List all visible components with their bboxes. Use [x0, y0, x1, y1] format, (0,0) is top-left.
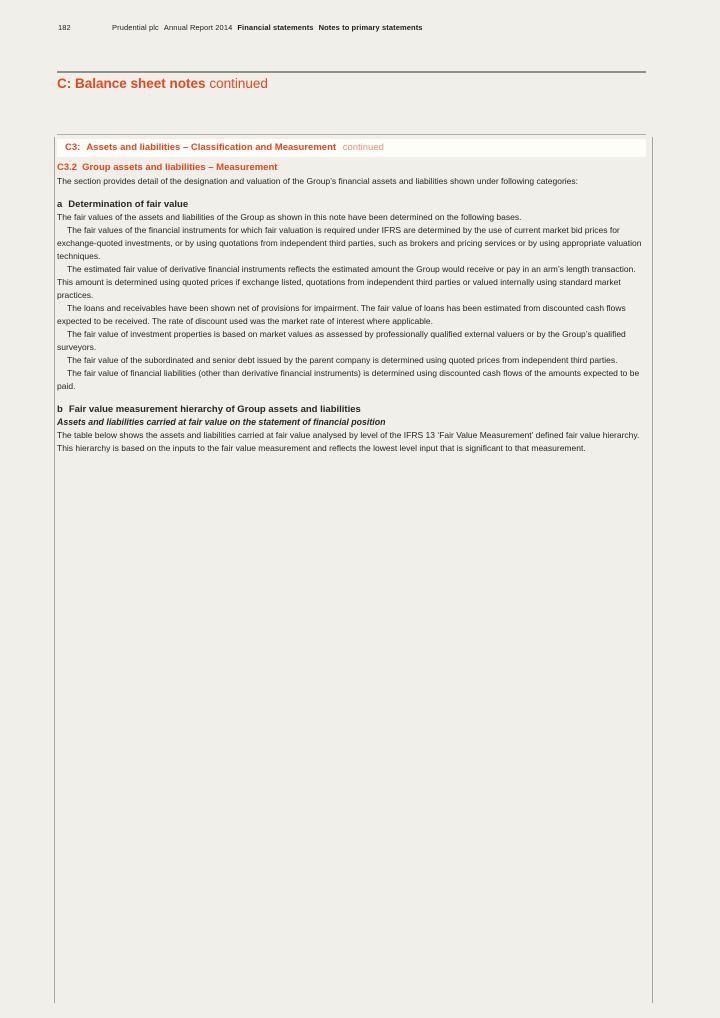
paragraph: The loans and receivables have been shown net of provisions for impairment. The fair value of loans has been estimated from discounted cash flows expected to be received. The rate of discount used was the market rate of interest where applicable.	[57, 303, 626, 326]
subsection-heading	[57, 161, 646, 175]
breadcrumb-section: Financial statements	[237, 23, 314, 32]
section-a-letter: a	[57, 199, 63, 210]
page-number: 182	[58, 23, 71, 32]
breadcrumb-publication: Prudential plc	[112, 23, 159, 32]
section-a-title: Determination of fair value	[68, 199, 189, 210]
breadcrumb-subsection: Notes to primary statements	[318, 23, 423, 32]
section-b-title: Fair value measurement hierarchy of Group assets and liabilities	[68, 404, 361, 415]
subsection-number: C3.2	[57, 162, 78, 173]
paragraph: The fair values of the assets and liabilities of the Group as shown in this note have been determined on the following bases.	[57, 212, 522, 222]
section-b-subtitle: Assets and liabilities carried at fair value on the statement of financial position	[57, 417, 386, 427]
section-b-heading	[57, 403, 646, 416]
paragraph: The fair value of financial liabilities (other than derivative financial instruments) is determined using discounted cash flows of the amounts expected to be paid.	[57, 368, 640, 391]
chapter-divider-rule	[57, 71, 646, 73]
note-divider-rule	[57, 134, 646, 135]
note-number: C3:	[65, 142, 81, 153]
section-a-heading	[57, 198, 646, 211]
breadcrumb-report: Annual Report 2014	[163, 23, 233, 32]
paragraph: The fair values of the financial instruments for which fair valuation is required under IFRS are determined by the use of current market bid prices for exchange-quoted investments, or by using quotations from independent third parties, such as brokers and pricing services or by using appropriate valuation techniques.	[57, 225, 642, 261]
right-column-rule	[652, 137, 653, 1003]
paragraph: The table below shows the assets and liabilities carried at fair value analysed by level of the IFRS 13 ‘Fair Value Measurement’ defined fair value hierarchy. This hierarchy is based on the inputs to the fair value measurement and reflects the lowest level input that is significant to that measurement.	[57, 430, 640, 453]
subsection-intro: The section provides detail of the designation and valuation of the Group’s financial assets and liabilities shown under following categories:	[57, 176, 579, 186]
paragraph: The fair value of the subordinated and senior debt issued by the parent company is determined using quoted prices from independent third parties.	[67, 355, 618, 365]
left-column-rule	[54, 137, 55, 1003]
note-header-bar	[57, 139, 646, 157]
running-header	[58, 23, 428, 32]
section-b-letter: b	[57, 404, 63, 415]
note-continued-label: continued	[342, 142, 384, 153]
paragraph: The fair value of investment properties is based on market values as assessed by professionally qualified external valuers or by the Group’s qualified surveyors.	[57, 329, 626, 352]
chapter-title	[57, 76, 268, 92]
note-content	[57, 161, 646, 455]
chapter-continued-label: continued	[209, 76, 268, 91]
subsection-title: Group assets and liabilities – Measurement	[82, 162, 278, 173]
paragraph: The estimated fair value of derivative financial instruments reflects the estimated amount the Group would receive or pay in an arm’s length transaction. This amount is determined using quoted prices if exchange listed, quotations from independent third parties or valued internally using standard market practices.	[57, 264, 636, 300]
note-title: Assets and liabilities – Classification and Measurement	[86, 142, 337, 153]
chapter-title-text: C: Balance sheet notes	[57, 76, 206, 91]
